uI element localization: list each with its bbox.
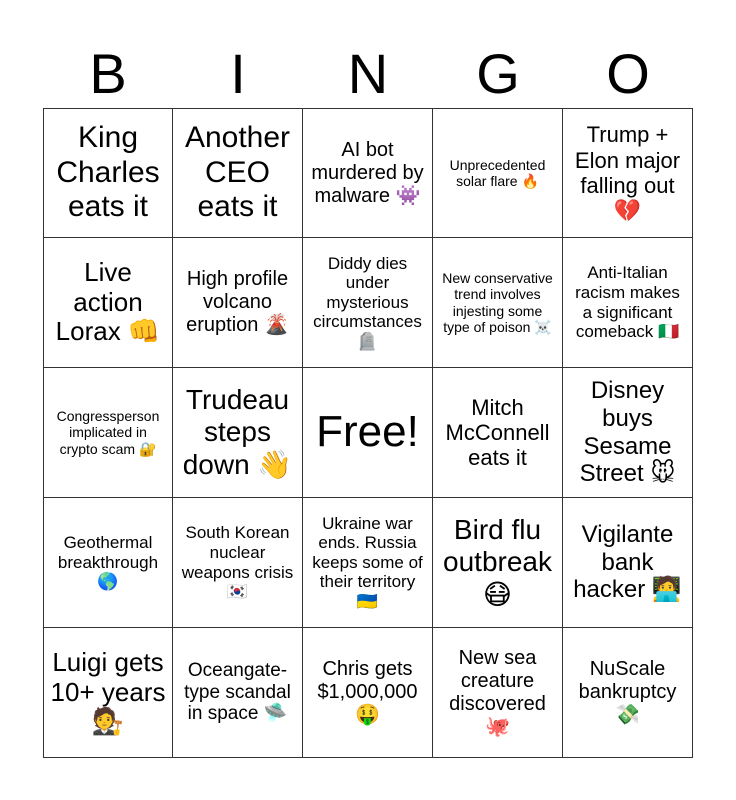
bingo-cell-r5c1[interactable] xyxy=(43,628,173,758)
cell-text: AI bot murdered by malware 👾 xyxy=(311,138,424,207)
header-letter-g: G xyxy=(476,42,520,105)
cell-text: Chris gets $1,000,000 🤑 xyxy=(317,658,418,726)
cell-text: Congressperson implicated in crypto scam 🔐 xyxy=(56,408,160,457)
bingo-cell-r1c4[interactable] xyxy=(433,108,563,238)
bingo-cell-r3c4[interactable] xyxy=(433,368,563,498)
bingo-cell-r2c3[interactable] xyxy=(303,238,433,368)
cell-text: NuScale bankruptcy 💸 xyxy=(578,658,677,726)
cell-text: Unprecedented solar flare 🔥 xyxy=(449,156,546,189)
cell-text: Vigilante bank hacker 🧑‍💻 xyxy=(573,521,682,604)
cell-text: Trump + Elon major falling out 💔 xyxy=(574,122,681,224)
bingo-cell-r1c1[interactable] xyxy=(43,108,173,238)
cell-text: King Charles eats it xyxy=(56,121,160,224)
cell-text: Disney buys Sesame Street 🐭 xyxy=(579,377,676,488)
free-space-text: Free! xyxy=(316,407,419,457)
bingo-cell-r5c2[interactable] xyxy=(173,628,303,758)
header-letter-n: N xyxy=(347,42,389,105)
header-letter-b: B xyxy=(89,42,127,105)
cell-text: New conservative trend involves injesting some type of poison ☠️ xyxy=(442,270,553,335)
cell-text: Live action Lorax 👊 xyxy=(55,256,161,347)
cell-text: South Korean nuclear weapons crisis 🇰🇷 xyxy=(181,523,294,602)
cell-text: Another CEO eats it xyxy=(184,121,291,224)
cell-text: Anti-Italian racism makes a significant comeback 🇮🇹 xyxy=(575,263,680,342)
cell-text: Trudeau steps down 👋 xyxy=(182,384,293,480)
bingo-cell-r1c2[interactable] xyxy=(173,108,303,238)
cell-text: Luigi gets 10+ years 🧑‍⚖️ xyxy=(50,646,166,737)
bingo-board xyxy=(43,108,693,758)
bingo-cell-r1c5[interactable] xyxy=(563,108,693,238)
cell-text: Geothermal breakthrough 🌎 xyxy=(57,533,159,592)
bingo-cell-r5c5[interactable] xyxy=(563,628,693,758)
bingo-cell-r2c2[interactable] xyxy=(173,238,303,368)
bingo-cell-r2c4[interactable] xyxy=(433,238,563,368)
bingo-cell-r5c3[interactable] xyxy=(303,628,433,758)
cell-text: New sea creature discovered 🐙 xyxy=(449,646,546,738)
bingo-cell-r3c5[interactable] xyxy=(563,368,693,498)
bingo-cell-r3c1[interactable] xyxy=(43,368,173,498)
cell-text: Diddy dies under mysterious circumstances 🪦 xyxy=(313,253,422,351)
cell-text: Oceangate-type scandal in space 🛸 xyxy=(184,659,291,725)
bingo-cell-r4c2[interactable] xyxy=(173,498,303,628)
bingo-cell-r2c5[interactable] xyxy=(563,238,693,368)
bingo-cell-r5c4[interactable] xyxy=(433,628,563,758)
header-letter-o: O xyxy=(606,42,650,105)
cell-text: High profile volcano eruption 🌋 xyxy=(186,268,289,336)
bingo-cell-r4c1[interactable] xyxy=(43,498,173,628)
bingo-cell-r3c2[interactable] xyxy=(173,368,303,498)
bingo-header xyxy=(43,40,693,108)
bingo-cell-r1c3[interactable] xyxy=(303,108,433,238)
cell-text: Mitch McConnell eats it xyxy=(445,394,550,471)
cell-text: Ukraine war ends. Russia keeps some of their territory 🇺🇦 xyxy=(312,513,423,611)
bingo-cell-r2c1[interactable] xyxy=(43,238,173,368)
bingo-cell-r4c5[interactable] xyxy=(563,498,693,628)
header-letter-i: I xyxy=(230,42,246,105)
bingo-cell-r4c4[interactable] xyxy=(433,498,563,628)
bingo-cell-free[interactable] xyxy=(303,368,433,498)
cell-text: Bird flu outbreak 😷 xyxy=(443,514,552,610)
bingo-cell-r4c3[interactable] xyxy=(303,498,433,628)
